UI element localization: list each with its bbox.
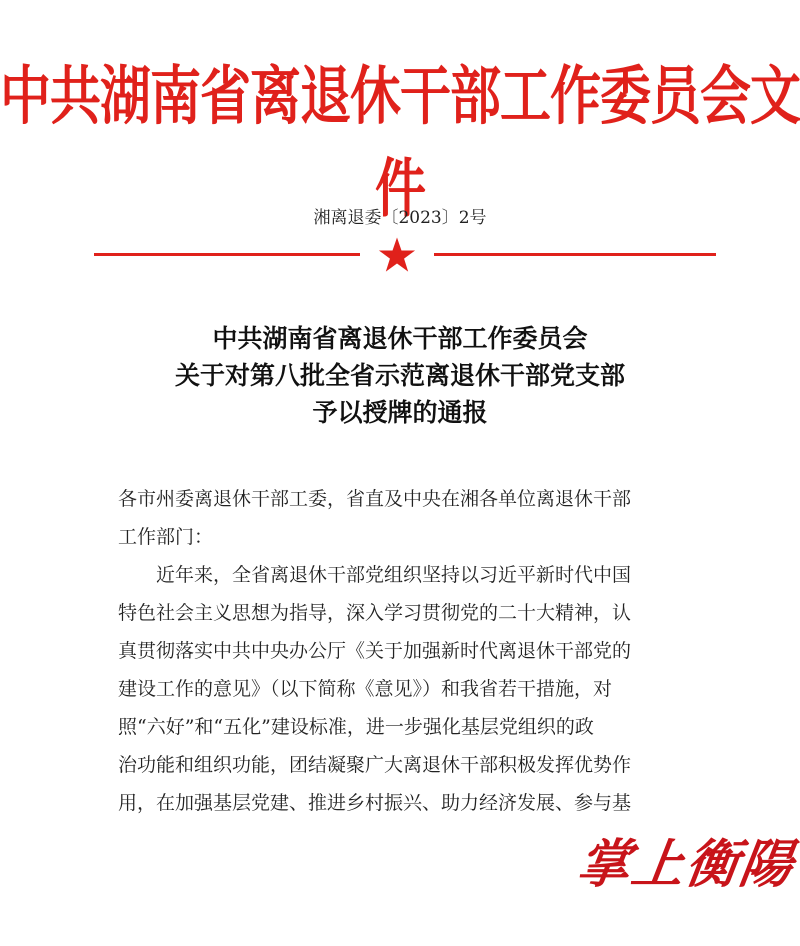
paragraph-line: 建设工作的意见》（以下简称《意见》）和我省若干措施，对	[118, 678, 613, 700]
app-watermark-logo: 掌上衡陽	[573, 834, 799, 895]
paragraph-line: 特色社会主义思想为指导，深入学习贯彻党的二十大精神，认	[118, 602, 632, 624]
document-header-title: 中共湖南省离退休干部工作委员会文件	[0, 59, 800, 227]
paragraph-line: 照“六好”和“五化”建设标准，进一步强化基层党组织的政	[118, 716, 594, 738]
paragraph-line: 近年来，全省离退休干部党组织坚持以习近平新时代中国	[156, 564, 632, 586]
title-line-1: 中共湖南省离退休干部工作委员会	[212, 324, 588, 353]
salutation-line-2: 工作部门：	[118, 526, 214, 548]
document-title	[0, 320, 800, 431]
title-line-3: 予以授牌的通报	[312, 398, 488, 427]
document-body	[118, 480, 704, 822]
document-number: 湘离退委〔2023〕2号	[313, 208, 487, 228]
paragraph-line: 治功能和组织功能，团结凝聚广大离退休干部积极发挥优势作	[118, 754, 632, 776]
salutation-line-1: 各市州委离退休干部工委，省直及中央在湘各单位离退休干部	[118, 488, 632, 510]
paragraph-line: 真贯彻落实中共中央办公厅《关于加强新时代离退休干部党的	[118, 640, 632, 662]
red-rule-left	[94, 253, 360, 256]
title-line-2: 关于对第八批全省示范离退休干部党支部	[174, 361, 625, 390]
paragraph-line: 用，在加强基层党建、推进乡村振兴、助力经济发展、参与基	[118, 792, 632, 814]
red-rule-right	[434, 253, 716, 256]
red-star-icon	[378, 236, 416, 274]
